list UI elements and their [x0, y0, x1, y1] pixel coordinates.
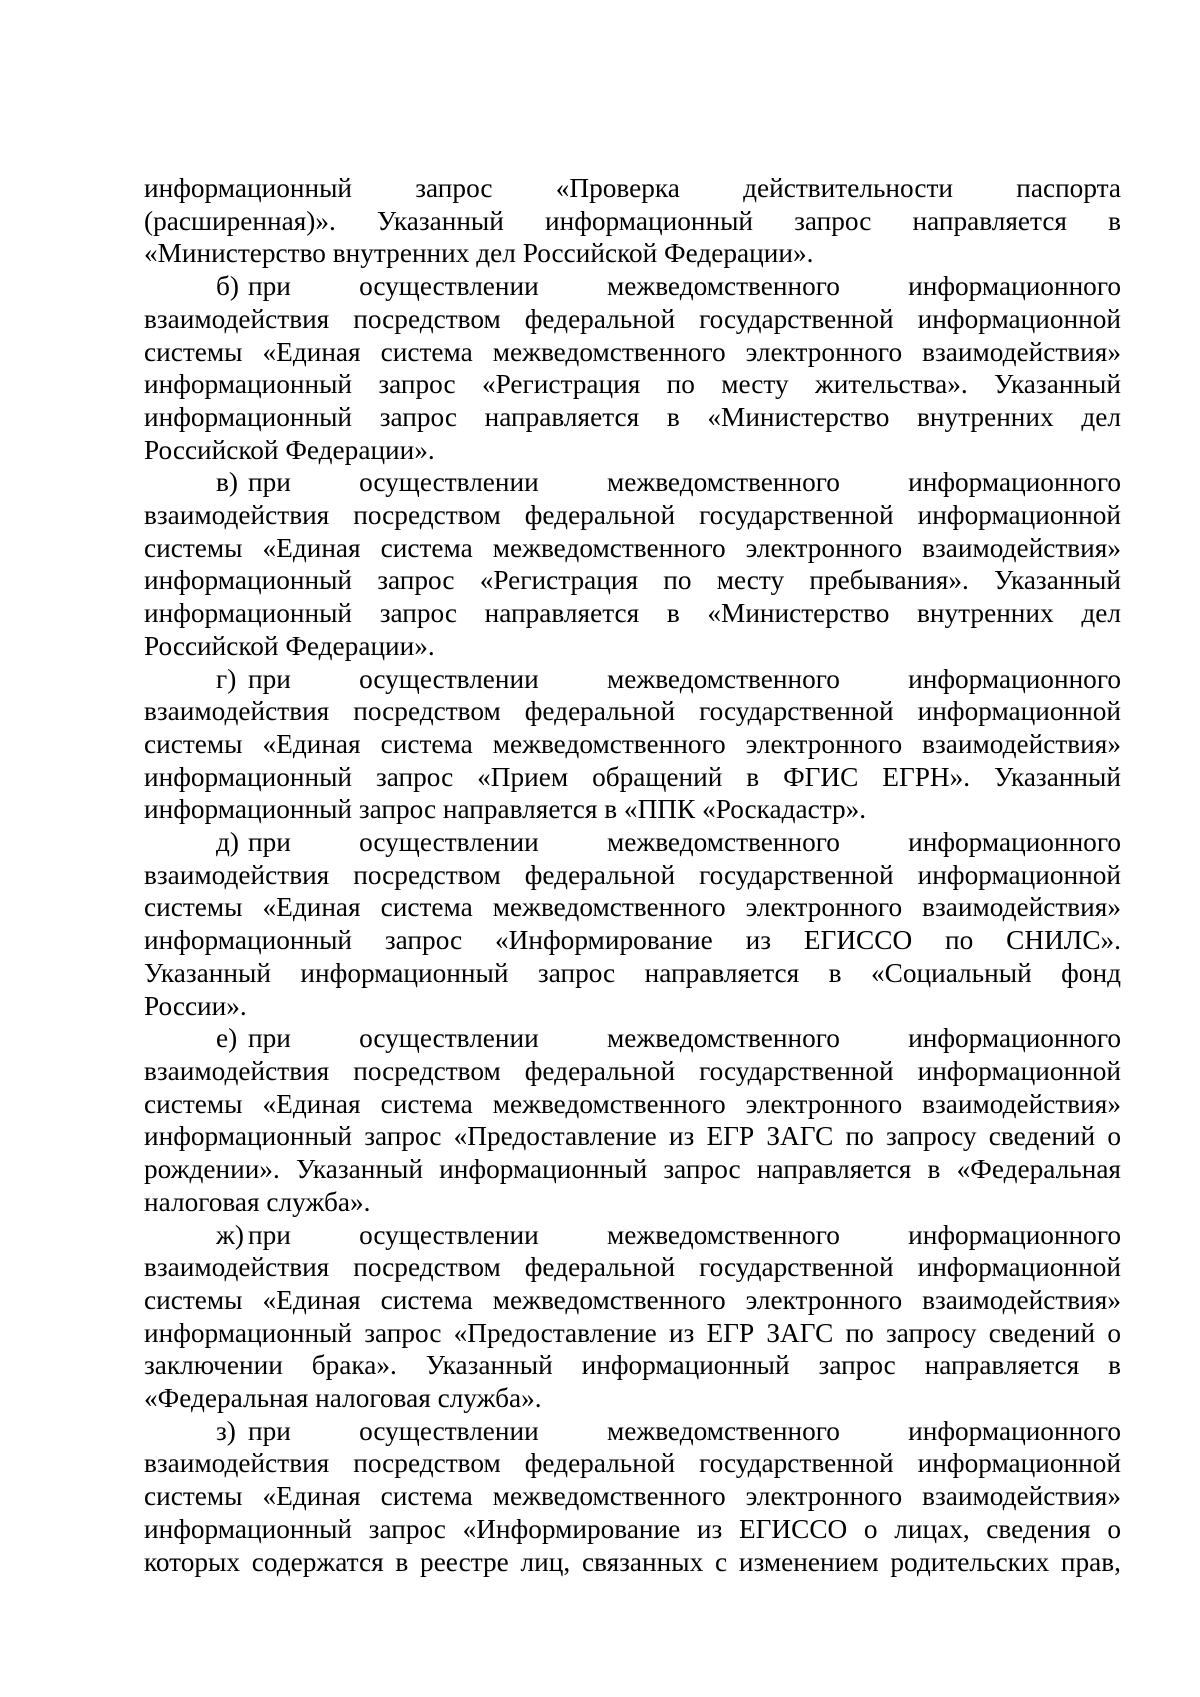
line-text: Российской Федерации». — [144, 434, 435, 465]
paragraph-p-v — [144, 466, 1121, 662]
line-text: взаимодействия посредством федеральной государственной информационной — [144, 500, 1121, 531]
line-text: информационный запрос направляется в «ППК «Роскадастр». — [144, 794, 867, 825]
text-line — [144, 172, 1121, 205]
text-line — [144, 303, 1121, 336]
line-text: Указанный информационный запрос направляется в «Социальный фонд — [144, 957, 1121, 988]
text-line — [144, 1153, 1121, 1186]
line-text: заключении брака». Указанный информационный запрос направляется в — [144, 1350, 1121, 1381]
list-marker: д) — [216, 827, 239, 858]
text-line — [144, 761, 1121, 794]
text-line — [144, 957, 1121, 990]
line-text: России». — [144, 990, 247, 1021]
text-line — [144, 466, 1121, 499]
text-line — [144, 1055, 1121, 1088]
text-line — [144, 1382, 1121, 1415]
text-line — [144, 859, 1121, 892]
text-line — [144, 1349, 1121, 1382]
paragraph-p-g — [144, 663, 1121, 827]
text-line — [144, 891, 1121, 924]
line-text: налоговая служба». — [144, 1186, 371, 1217]
text-line — [144, 368, 1121, 401]
line-text: взаимодействия посредством федеральной государственной информационной — [144, 1252, 1121, 1283]
line-text: информационный запрос «Регистрация по месту пребывания». Указанный — [144, 565, 1121, 596]
line-text: при осуществлении межведомственного информационного — [248, 1023, 1121, 1054]
text-line — [144, 1022, 1121, 1055]
paragraph-p-b — [144, 270, 1121, 466]
text-line — [144, 499, 1121, 532]
text-line — [144, 728, 1121, 761]
paragraph-p-z — [144, 1415, 1121, 1579]
text-line — [144, 1251, 1121, 1284]
text-line — [144, 1317, 1121, 1350]
paragraph-p-e — [144, 1022, 1121, 1218]
list-marker: в) — [216, 467, 238, 498]
list-marker: г) — [216, 663, 237, 694]
text-line — [144, 597, 1121, 630]
line-text: информационный запрос «Информирование из ЕГИССО по СНИЛС». — [144, 925, 1121, 956]
text-line — [144, 532, 1121, 565]
text-line — [144, 1120, 1121, 1153]
line-text: системы «Единая система межведомственного электронного взаимодействия» — [144, 728, 1121, 759]
line-text: «Федеральная налоговая служба». — [144, 1383, 542, 1414]
text-line — [144, 1219, 1121, 1252]
line-text: системы «Единая система межведомственного электронного взаимодействия» — [144, 1088, 1121, 1119]
line-text: системы «Единая система межведомственного электронного взаимодействия» — [144, 1481, 1121, 1512]
text-line — [144, 1513, 1121, 1546]
text-line — [144, 564, 1121, 597]
line-text: взаимодействия посредством федеральной государственной информационной — [144, 1055, 1121, 1086]
text-line — [144, 205, 1121, 238]
text-line — [144, 1415, 1121, 1448]
paragraph-p-zh — [144, 1219, 1121, 1415]
line-text: взаимодействия посредством федеральной государственной информационной — [144, 303, 1121, 334]
text-line — [144, 630, 1121, 663]
line-text: при осуществлении межведомственного информационного — [248, 1415, 1121, 1446]
text-line — [144, 1284, 1121, 1317]
line-text: информационный запрос «Прием обращений в ФГИС ЕГРН». Указанный — [144, 761, 1121, 792]
line-text: при осуществлении межведомственного информационного — [248, 827, 1121, 858]
line-text: информационный запрос «Регистрация по месту жительства». Указанный — [144, 369, 1121, 400]
line-text: «Министерство внутренних дел Российской Федерации». — [144, 238, 814, 269]
text-line — [144, 990, 1121, 1023]
line-text: информационный запрос «Проверка действительности паспорта — [144, 173, 1121, 203]
text-line — [144, 1186, 1121, 1219]
line-text: информационный запрос «Предоставление из ЕГР ЗАГС по запросу сведений о — [144, 1121, 1121, 1152]
list-marker: з) — [216, 1415, 236, 1446]
document-page — [144, 172, 1121, 1578]
line-text: системы «Единая система межведомственного электронного взаимодействия» — [144, 336, 1121, 367]
text-line — [144, 1447, 1121, 1480]
line-text: информационный запрос направляется в «Министерство внутренних дел — [144, 401, 1121, 432]
line-text: при осуществлении межведомственного информационного — [248, 663, 1121, 694]
line-text: взаимодействия посредством федеральной государственной информационной — [144, 859, 1121, 890]
text-line — [144, 1480, 1121, 1513]
text-line — [144, 1546, 1121, 1579]
list-marker: е) — [216, 1023, 238, 1054]
line-text: при осуществлении межведомственного информационного — [248, 1219, 1121, 1250]
text-line — [144, 1088, 1121, 1121]
line-text: взаимодействия посредством федеральной государственной информационной — [144, 696, 1121, 727]
paragraph-p0 — [144, 172, 1121, 270]
text-line — [144, 270, 1121, 303]
line-text: системы «Единая система межведомственного электронного взаимодействия» — [144, 1284, 1121, 1315]
line-text: Российской Федерации». — [144, 630, 435, 661]
line-text: информационный запрос «Предоставление из ЕГР ЗАГС по запросу сведений о — [144, 1317, 1121, 1348]
text-line — [144, 695, 1121, 728]
text-line — [144, 336, 1121, 369]
list-marker: б) — [216, 271, 239, 302]
list-marker: ж) — [216, 1219, 244, 1250]
text-line — [144, 237, 1121, 270]
line-text: взаимодействия посредством федеральной государственной информационной — [144, 1448, 1121, 1479]
paragraph-p-d — [144, 826, 1121, 1022]
text-line — [144, 826, 1121, 859]
text-line — [144, 663, 1121, 696]
text-line — [144, 401, 1121, 434]
text-line — [144, 434, 1121, 467]
text-line — [144, 924, 1121, 957]
line-text: при осуществлении межведомственного информационного — [248, 467, 1121, 498]
line-text: информационный запрос направляется в «Министерство внутренних дел — [144, 598, 1121, 629]
line-text: которых содержатся в реестре лиц, связанных с изменением родительских прав, — [144, 1546, 1121, 1577]
line-text: при осуществлении межведомственного информационного — [248, 271, 1121, 302]
text-line — [144, 793, 1121, 826]
line-text: системы «Единая система межведомственного электронного взаимодействия» — [144, 532, 1121, 563]
line-text: системы «Единая система межведомственного электронного взаимодействия» — [144, 892, 1121, 923]
line-text: рождении». Указанный информационный запрос направляется в «Федеральная — [144, 1154, 1121, 1185]
line-text: (расширенная)». Указанный информационный запрос направляется в — [144, 205, 1121, 236]
line-text: информационный запрос «Информирование из ЕГИССО о лицах, сведения о — [144, 1513, 1121, 1544]
